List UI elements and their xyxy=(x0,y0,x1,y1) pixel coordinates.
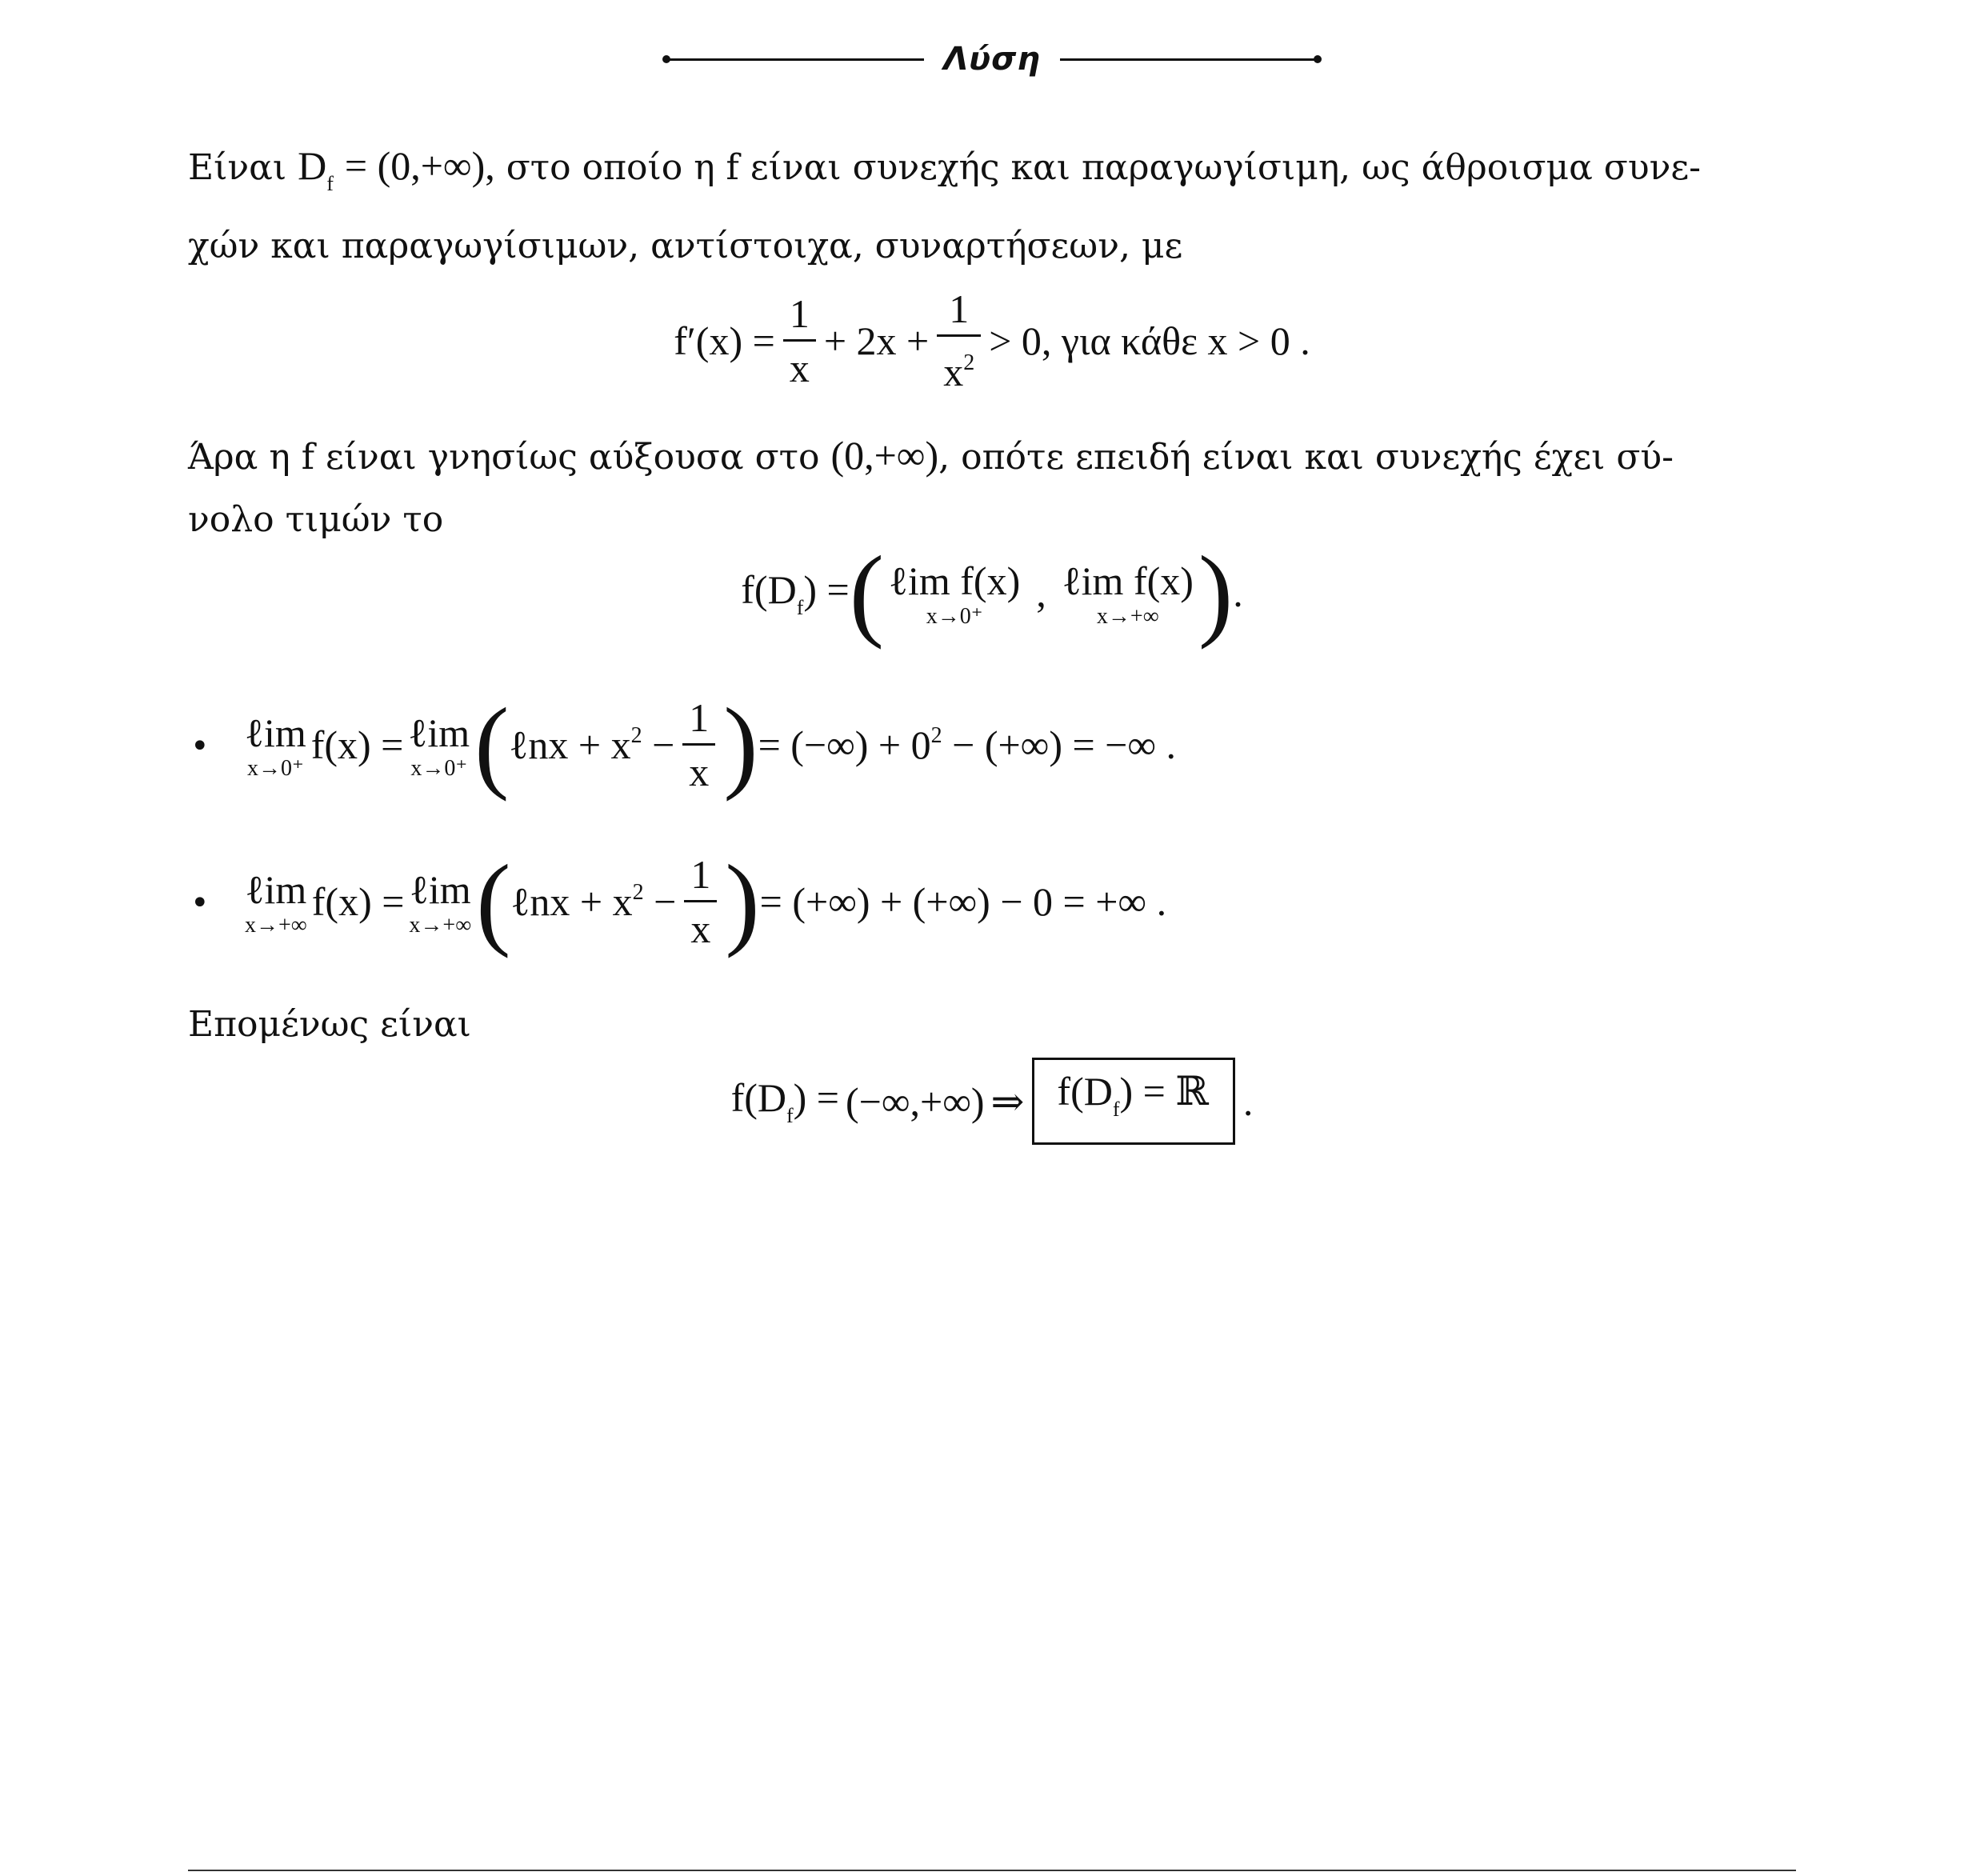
bullet2-fraction: $\frac{1}{x}$ xyxy=(684,850,717,954)
final-lhs: $f(D_f)$ = xyxy=(730,1075,840,1127)
bullet-limit-infinity: ℓim x→+∞ f(x) = ℓim x→+∞ ( ℓnx + $x^2$ − $\frac{1}{x}$ ) = (+∞) + (+∞) − 0 = +∞ . xyxy=(245,844,1167,959)
footer-rule xyxy=(188,1870,1796,1871)
bullet2-fx: f(x) = xyxy=(311,879,405,924)
header-rule-right xyxy=(1060,58,1320,61)
section-header xyxy=(664,35,1320,83)
derivative-lhs: f′(x) = xyxy=(674,318,775,363)
bullet-dot-1: • xyxy=(190,728,210,765)
boxed-result: $f(D_f)$ = ℝ xyxy=(1032,1058,1235,1145)
derivative-mid: + 2x + xyxy=(823,318,930,363)
paragraph-monotonic xyxy=(188,424,1796,551)
paragraph-monotonic-line2: νολο τιμών το xyxy=(188,499,444,540)
section-title: Λύση xyxy=(943,41,1041,78)
bullet-dot-2: • xyxy=(190,885,210,922)
bullet1-fx: f(x) = xyxy=(310,722,404,767)
paragraph-monotonic-b: , οπότε επειδή είναι και συνεχής έχει σύ- xyxy=(938,437,1674,478)
paragraph-domain-rest: στο οποίο η f είναι συνεχής και παραγωγίσιμη, ως άθροισμα συνε- xyxy=(506,147,1701,188)
limit-at-zero: ℓim f(x) x→0⁺ xyxy=(889,558,1021,629)
paragraph-domain-line2: χών και παραγωγίσιμων, αντίστοιχα, συναρτήσεων, με xyxy=(188,226,1183,266)
limit-comma: , xyxy=(1036,570,1046,615)
equation-final-range xyxy=(0,1058,1984,1145)
bullet2-expr: ℓnx + $x^2$ − xyxy=(510,879,677,924)
bullet2-lim-a: ℓim x→+∞ xyxy=(245,867,307,938)
fraction-1-over-x2: $\frac{1}{x^2}$ xyxy=(937,285,981,397)
bullet2-lim-b: ℓim x→+∞ xyxy=(409,867,472,938)
bullet1-lim-a: ℓim x→0⁺ xyxy=(245,710,306,781)
header-rule-left xyxy=(664,58,924,61)
final-end: . xyxy=(1242,1078,1254,1124)
paragraph-monotonic-a: Άρα η f είναι γνησίως αύξουσα στο xyxy=(188,437,820,478)
domain-symbol: $D_f$ xyxy=(298,143,334,195)
range-end: . xyxy=(1233,570,1243,615)
bullet2-result: = (+∞) + (+∞) − 0 = +∞ . xyxy=(759,879,1167,924)
domain-interval: = (0,+∞), xyxy=(344,143,495,188)
implies-symbol: ⇒ xyxy=(990,1078,1025,1124)
derivative-rhs: > 0, για κάθε x > 0 . xyxy=(989,318,1310,363)
bullet1-expr: ℓnx + $x^2$ − xyxy=(509,722,675,767)
bullet-limit-zero: ℓim x→0⁺ f(x) = ℓim x→0⁺ ( ℓnx + $x^2$ − $\frac{1}{x}$ ) = (−∞) + $0^2$ − (+∞) = −∞ . xyxy=(245,687,1177,802)
fraction-1-over-x: $\frac{1}{x}$ xyxy=(783,290,816,393)
equation-derivative xyxy=(0,285,1984,397)
paragraph-domain-pre: Είναι xyxy=(188,147,287,188)
paren-open: ( xyxy=(849,535,885,650)
paragraph-therefore xyxy=(188,994,1796,1056)
bullet1-lim-b: ℓim x→0⁺ xyxy=(408,710,470,781)
monotonic-interval: (0,+∞) xyxy=(830,433,939,478)
range-lhs: $f(D_f)$ = xyxy=(741,566,850,619)
equation-range-limits xyxy=(0,535,1984,650)
paragraph-domain xyxy=(188,134,1796,278)
bullet1-result: = (−∞) + $0^2$ − (+∞) = −∞ . xyxy=(758,722,1177,767)
bullet1-fraction: $\frac{1}{x}$ xyxy=(682,694,715,797)
limit-at-infinity: ℓim f(x) x→+∞ xyxy=(1062,558,1194,629)
paragraph-therefore-text: Επομένως είναι xyxy=(188,1004,471,1045)
final-interval: (−∞,+∞) xyxy=(846,1078,985,1124)
paren-close: ) xyxy=(1198,535,1234,650)
